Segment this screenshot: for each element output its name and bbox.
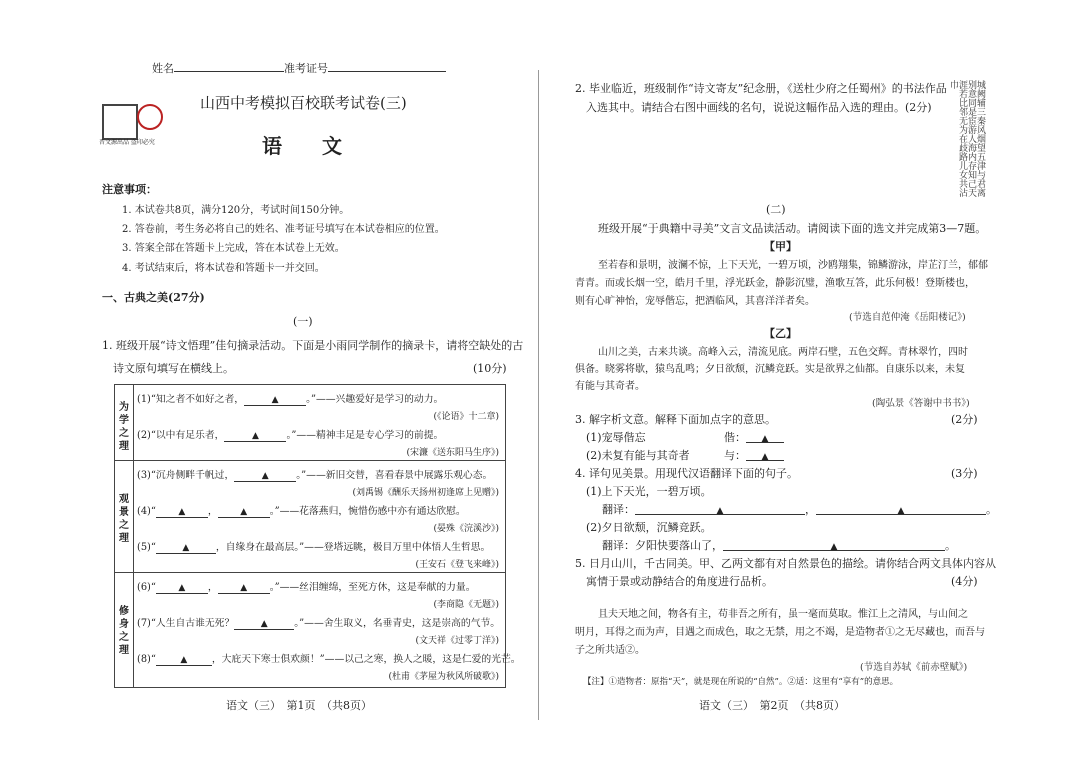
group-label: 修身之理 [119, 606, 129, 656]
table-row: (4)“ ▲ ， ▲ 。”——花落燕归，惋惜伤感中亦有通达欣慰。 [137, 506, 466, 517]
q4-sub: (1)上下天光，一碧万顷。 [586, 485, 712, 498]
jia-line: 青青。而或长烟一空，皓月千里，浮光跃金，静影沉璧，渔歌互答，此乐何极！登斯楼也， [575, 278, 975, 289]
q1-score: (10分) [473, 362, 507, 375]
q4-sub: (2)夕日欲颓，沉鳞竞跃。 [586, 521, 712, 534]
source-label: (杜甫《茅屋为秋风所破歌》) [388, 672, 499, 682]
logo-caption: 晋文源出品 盗印必究 [99, 139, 155, 146]
footer-left: 语文（三） 第1页 （共8页） [226, 699, 372, 712]
q4-translation-2: 翻译：夕阳快要落山了， ▲ 。 [602, 539, 956, 552]
table-row: (5)“ ▲ ，自缘身在最高层。”——登塔远眺，极目万里中体悟人生哲思。 [137, 542, 491, 553]
note-item: 4. 考试结束后，将本试卷和答题卡一并交回。 [122, 263, 325, 274]
ticket-blank [328, 60, 446, 72]
name-field [152, 60, 446, 76]
table-row: (3)“沉舟侧畔千帆过， ▲ 。”——新旧交替，喜看春景中展露乐观心态。 [137, 470, 493, 481]
jia-line: 则有心旷神怡，宠辱偕忘，把酒临风，其喜洋洋者矣。 [575, 296, 815, 307]
q2-text: 2. 毕业临近，班级制作“诗文寄友”纪念册，《送杜少府之任蜀州》的书法作品 [575, 82, 947, 95]
q5-text-2: 寓情于景或动静结合的角度进行品析。 [586, 575, 773, 588]
publisher-seal [137, 104, 163, 130]
bing-line: 子之所共适②。 [575, 645, 645, 656]
q5-score: (4分) [951, 575, 978, 588]
jia-line: 至若春和景明，波澜不惊，上下天光，一碧万顷，沙鸥翔集，锦鳞游泳，岸芷汀兰，郁郁 [598, 260, 988, 271]
section-title: 一、古典之美(27分) [102, 291, 205, 304]
source-label: (文天祥《过零丁洋》) [415, 636, 499, 646]
yi-line: 俱备。晓雾将歇，猿鸟乱鸣；夕日欲颓，沉鳞竞跃。实是欲界之仙都。自康乐以来，未复 [575, 364, 965, 375]
name-blank [174, 60, 284, 72]
yi-line: 有能与其奇者。 [575, 381, 645, 392]
note-item: 2. 答卷前，考生务必将自己的姓名、准考证号填写在本试卷相应的位置。 [122, 224, 445, 235]
source-label: (王安石《登飞来峰》) [415, 560, 499, 570]
notes-title: 注意事项： [102, 183, 157, 196]
bing-source: (节选自苏轼《前赤壁赋》) [860, 662, 968, 673]
bing-line: 且夫天地之间，物各有主，苟非吾之所有，虽一毫而莫取。惟江上之清风，与山间之 [598, 609, 968, 620]
q4-translation: 翻译： ▲ ， ▲ 。 [602, 503, 997, 516]
excerpt-card-table [114, 384, 521, 688]
q3-sub: (2)未复有能与其奇者 [586, 449, 690, 462]
q4-score: (3分) [951, 467, 978, 480]
note-item: 3. 答案全部在答题卡上完成，答在本试卷上无效。 [122, 243, 345, 254]
source-label: (刘禹锡《酬乐天扬州初逢席上见赠》) [352, 488, 499, 498]
source-label: (李商隐《无题》) [433, 600, 499, 610]
table-row: (7)“人生自古谁无死？ ▲ 。”——舍生取义，名垂青史，这是崇高的气节。 [137, 618, 501, 629]
q2-text-2: 入选其中。请结合右图中画线的名句，说说这幅作品入选的理由。(2分) [586, 101, 932, 114]
footer-right: 语文（三） 第2页 （共8页） [699, 699, 845, 712]
q5-text: 5. 日月山川，千古同美。甲、乙两文都有对自然景色的描绘。请你结合两文具体内容从 [575, 557, 996, 570]
source-label: (晏殊《浣溪沙》) [433, 524, 499, 534]
name-label: 姓名 [152, 62, 174, 75]
exam-title: 山西中考模拟百校联考试卷(三) [200, 94, 407, 112]
q1-text-2: 诗文原句填写在横线上。 [113, 362, 234, 375]
q1-text: 1. 班级开展“诗文悟理”佳句摘录活动。下面是小雨同学制作的摘录卡，请将空缺处的古 [102, 339, 524, 352]
bing-line: 明月，耳得之而为声，目遇之而成色，取之无禁，用之不竭，是造物者①之无尽藏也，而吾与 [575, 627, 985, 638]
jia-title: 【甲】 [764, 240, 797, 253]
subject-title: 语 文 [262, 134, 342, 158]
section-sub: (一) [293, 315, 313, 328]
page-divider [538, 70, 539, 720]
part2-sub: (二) [766, 203, 786, 216]
source-label: (《论语》十二章) [433, 412, 499, 422]
yi-title: 【乙】 [764, 327, 797, 340]
q3-sub: (1)宠辱偕忘 [586, 431, 646, 444]
note-item: 1. 本试卷共8页，满分120分，考试时间150分钟。 [122, 205, 350, 216]
part2-intro: 班级开展“于典籍中寻美”文言文品读活动。请阅读下面的选文并完成第3—7题。 [598, 222, 987, 235]
table-row: (8)“ ▲ ，大庇天下寒士俱欢颜！”——以己之寒，换人之暖，这是仁爱的光芒。 [137, 654, 521, 665]
table-row: (6)“ ▲ ， ▲ 。”——丝泪缠绵，至死方休，这是奉献的力量。 [137, 582, 476, 593]
group-label: 观景之理 [119, 494, 129, 544]
q3-answer: 偕： ▲ [724, 429, 784, 445]
yi-source: (陶弘景《答谢中书书》) [872, 398, 970, 409]
q4-text: 4. 译句见美景。用现代汉语翻译下面的句子。 [575, 467, 798, 480]
q3-answer: 与： ▲ [724, 447, 784, 463]
source-label: (宋濂《送东阳马生序》) [406, 448, 499, 458]
calligraphy-artwork: 城阙辅三秦风烟望五津与君离别意同是宦游人海内存知己天涯若比邻无为在歧路儿女共沾巾 [948, 80, 985, 197]
jia-source: (节选自范仲淹《岳阳楼记》) [849, 312, 966, 323]
q3-score: (2分) [951, 413, 978, 426]
publisher-logo [102, 104, 138, 140]
table-row: (1)“知之者不如好之者， ▲ 。”——兴趣爱好是学习的动力。 [137, 394, 444, 405]
ticket-label: 准考证号 [284, 62, 328, 75]
bing-note: 【注】①造物者：原指“天”，就是现在所说的“自然”。②适：这里有“享有”的意思。 [583, 677, 899, 687]
table-row: (2)“以中有足乐者， ▲ 。”——精神丰足是专心学习的前提。 [137, 430, 444, 441]
yi-line: 山川之美，古来共谈。高峰入云，清流见底。两岸石壁，五色交辉。青林翠竹，四时 [598, 347, 968, 358]
group-label: 为学之理 [119, 402, 129, 452]
q3-text: 3. 解字析文意。解释下面加点字的意思。 [575, 413, 776, 426]
